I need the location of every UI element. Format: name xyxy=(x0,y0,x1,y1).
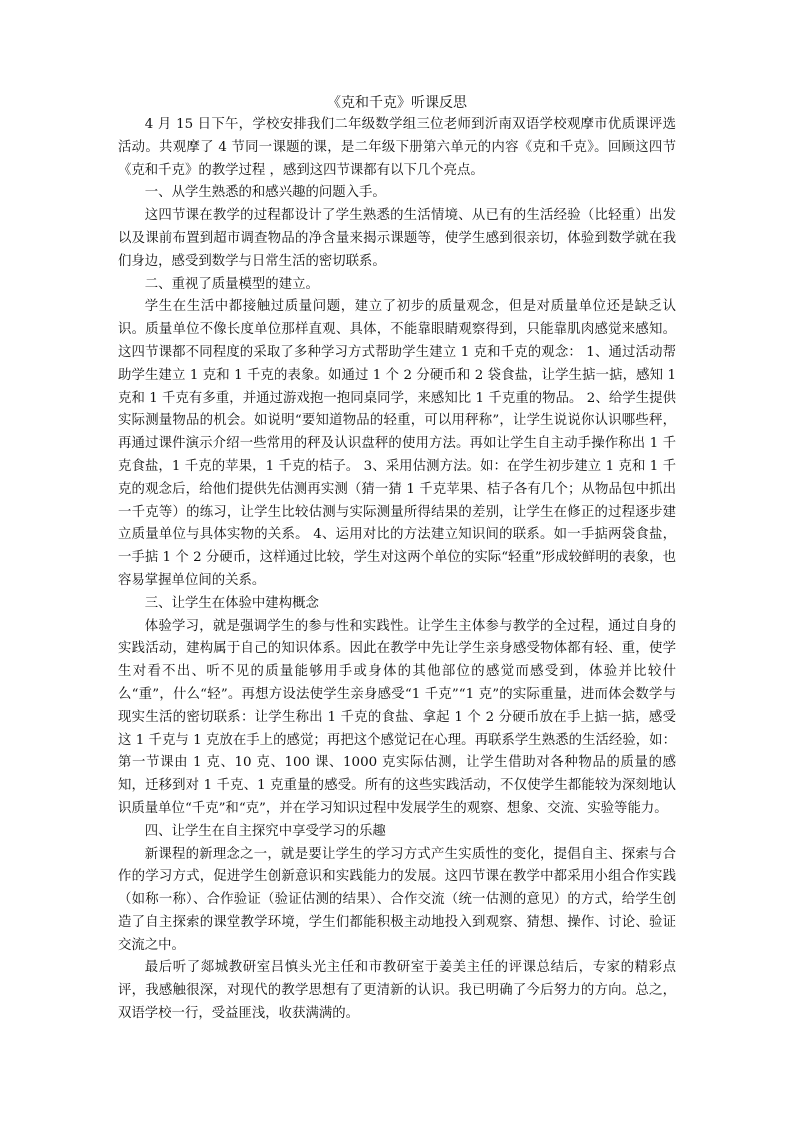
section-heading-2: 二、重视了质量模型的建立。 xyxy=(144,276,319,292)
document-page xyxy=(118,92,676,1026)
section-2-paragraph: 学生在生活中都接触过质量问题，建立了初步的质量观念，但是对质量单位还是缺乏认识。质量单位不像长度单位那样直观、具体，不能靠眼睛观察得到，只能靠肌肉感觉来感知。这四节课都不同程度的采取了多种学习方式帮助学生建立 1 克和千克的观念： 1、通过活动帮助学生建立 1 克和 1 千克的表象。如通过 1 个 2 分硬币和 2 袋食盐，让学生掂一掂，感知 1 克和 1 千克有多重，并通过游戏抱一抱同桌同学，来感知比 1 千克重的物品。 2、给学生提供实际测量物品的机会。如说明“要知道物品的轻重，可以用秤称”，让学生说说你认识哪些秤，再通过课件演示介绍一些常用的秤及认识盘秤的使用方法。再如让学生自主动手操作称出 1 千克食盐，1 千克的苹果，1 千克的桔子。 3、采用估测方法。如：在学生初步建立 1 克和 1 千克的观念后，给他们提供先估测再实测（猜一猜 1 千克苹果、桔子各有几个；从物品包中抓出一千克等）的练习，让学生比较估测与实际测量所得结果的差别，让学生在修正的过程逐步建立质量单位与具体实物的关系。 4、运用对比的方法建立知识间的联系。如一手掂两袋食盐，一手掂 1 个 2 分硬币，这样通过比较，学生对这两个单位的实际“轻重”形成较鲜明的表象，也容易掌握单位间的关系。 xyxy=(118,299,676,588)
section-1-paragraph: 这四节课在教学的过程都设计了学生熟悉的生活情境、从已有的生活经验（比轻重）出发以及课前布置到超市调查物品的净含量来揭示课题等，使学生感到很亲切，体验到数学就在我们身边，感受到数学与日常生活的密切联系。 xyxy=(118,208,676,269)
section-heading-3: 三、让学生在体验中建构概念 xyxy=(144,595,319,611)
section-heading-1: 一、从学生熟悉的和感兴趣的问题入手。 xyxy=(144,185,386,201)
section-3-paragraph: 体验学习，就是强调学生的参与性和实践性。让学生主体参与教学的全过程，通过自身的实践活动，建构属于自己的知识体系。因此在教学中先让学生亲身感受物体都有轻、重，使学生对看不出、听不见的质量能够用手或身体的其他部位的感觉而感受到，体验并比较什么“重”，什么“轻”。再想方设法使学生亲身感受“1 千克”“1 克”的实际重量，进而体会数学与现实生活的密切联系：让学生称出 1 千克的食盐、拿起 1 个 2 分硬币放在手上掂一掂，感受这 1 千克与 1 克放在手上的感觉；再把这个感觉记在心理。再联系学生熟悉的生活经验，如：第一节课由 1 克、10 克、100 课、1000 克实际估测，让学生借助对各种物品的质量的感知，迁移到对 1 千克、1 克重量的感受。所有的这些实践活动，不仅使学生都能较为深刻地认识质量单位“千克”和“克”，并在学习知识过程中发展学生的观察、想象、交流、实验等能力。 xyxy=(118,618,676,816)
closing-paragraph: 最后听了郯城教研室吕慎头光主任和市教研室于姜美主任的评课总结后，专家的精彩点评，我感触很深，对现代的教学思想有了更清新的认识。我已明确了今后努力的方向。总之，双语学校一行，受益匪浅，收获满满的。 xyxy=(118,960,676,1022)
document-title: 《克和千克》听课反思 xyxy=(327,95,467,111)
section-heading-4: 四、让学生在自主探究中享受学习的乐趣 xyxy=(144,823,386,839)
intro-paragraph: 4 月 15 日下午，学校安排我们二年级数学组三位老师到沂南双语学校观摩市优质课评选活动。共观摩了 4 节同一课题的课，是二年级下册第六单元的内容《克和千克》。回顾这四节《克和千克》的教学过程 ，感到这四节课都有以下几个亮点。 xyxy=(118,117,676,178)
section-4-paragraph: 新课程的新理念之一，就是要让学生的学习方式产生实质性的变化，提倡自主、探索与合作的学习方式，促进学生创新意识和实践能力的发展。这四节课在教学中都采用小组合作实践（如称一称）、合作验证（验证估测的结果）、合作交流（统一估测的意见）的方式，给学生创造了自主探索的课堂教学环境，学生们都能积极主动地投入到观察、猜想、操作、讨论、验证交流之中。 xyxy=(118,846,676,953)
